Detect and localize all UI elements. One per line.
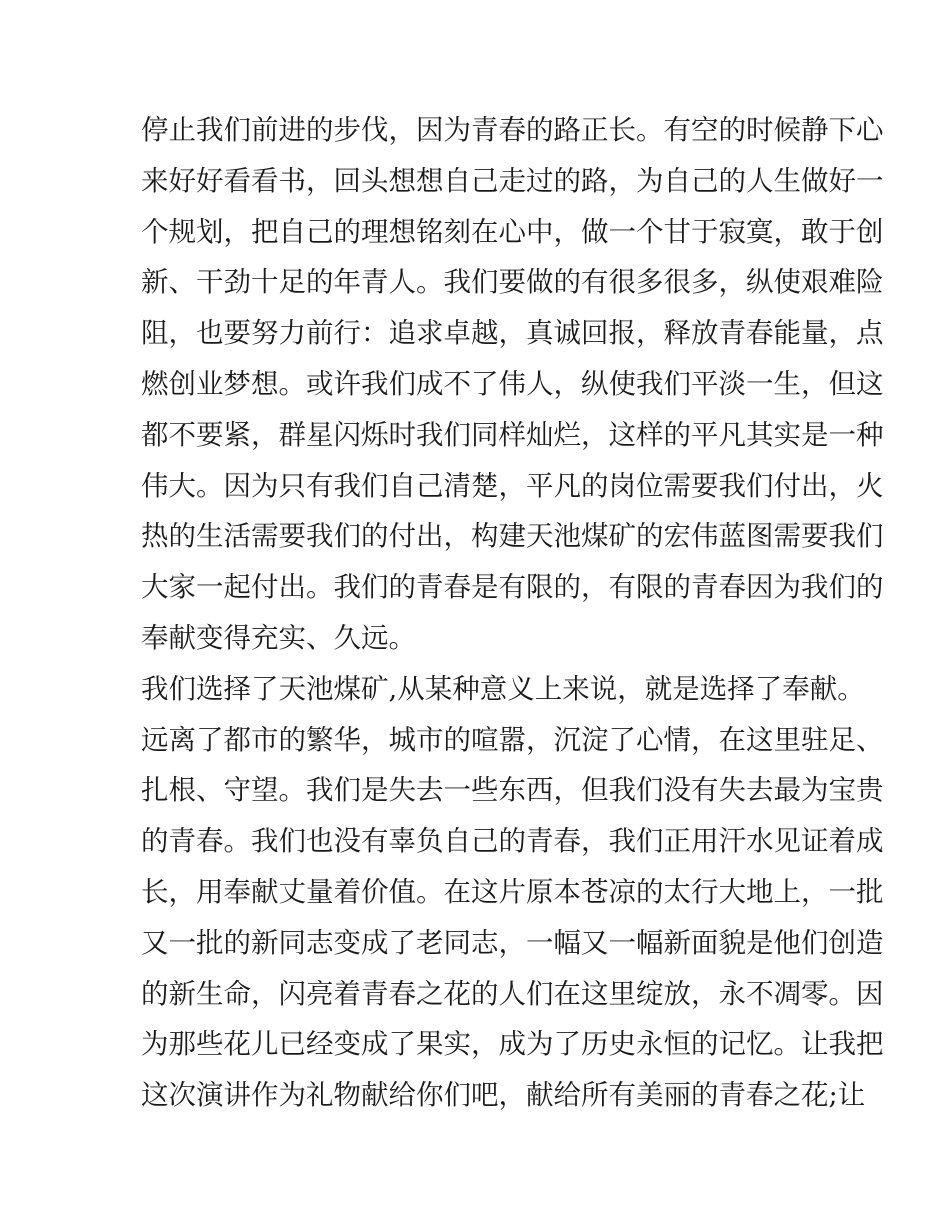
text-line: 来好好看看书，回头想想自己走过的路，为自己的人生做好一 <box>141 164 884 197</box>
text-line: 燃创业梦想。或许我们成不了伟人，纵使我们平淡一生，但这 <box>141 367 884 400</box>
text-line: 我们选择了天池煤矿,从某种意义上来说，就是选择了奉献。 <box>141 672 865 705</box>
text-line: 这次演讲作为礼物献给你们吧，献给所有美丽的青春之花;让 <box>141 1079 866 1112</box>
paragraph-3 <box>141 715 884 1121</box>
text-line: 的青春。我们也没有辜负自己的青春，我们正用汗水见证着成 <box>141 825 884 858</box>
paragraph-2 <box>141 664 865 715</box>
text-line: 又一批的新同志变成了老同志，一幅又一幅新面貌是他们创造 <box>141 926 884 959</box>
text-line: 扎根、守望。我们是失去一些东西，但我们没有失去最为宝贵 <box>141 774 884 807</box>
text-line: 都不要紧，群星闪烁时我们同样灿烂，这样的平凡其实是一种 <box>141 418 884 451</box>
text-line: 伟大。因为只有我们自己清楚，平凡的岗位需要我们付出，火 <box>141 469 884 502</box>
text-line: 的新生命，闪亮着青春之花的人们在这里绽放，永不凋零。因 <box>141 977 884 1010</box>
text-line: 阻，也要努力前行：追求卓越，真诚回报，释放青春能量，点 <box>141 317 884 350</box>
text-line: 奉献变得充实、久远。 <box>141 621 416 654</box>
text-line: 远离了都市的繁华，城市的喧嚣，沉淀了心情，在这里驻足、 <box>141 723 884 756</box>
text-line: 热的生活需要我们的付出，构建天池煤矿的宏伟蓝图需要我们 <box>141 520 884 553</box>
text-line: 停止我们前进的步伐，因为青春的路正长。有空的时候静下心 <box>141 114 884 146</box>
text-line: 长，用奉献丈量着价值。在这片原本苍凉的太行大地上，一批 <box>141 875 884 908</box>
text-line: 个规划，把自己的理想铭刻在心中，做一个甘于寂寞，敢于创 <box>141 215 884 248</box>
document-page <box>141 105 884 1121</box>
text-line: 新、干劲十足的年青人。我们要做的有很多很多，纵使艰难险 <box>141 266 884 299</box>
text-line: 大家一起付出。我们的青春是有限的，有限的青春因为我们的 <box>141 571 884 604</box>
paragraph-1 <box>141 105 884 664</box>
text-line: 为那些花儿已经变成了果实，成为了历史永恒的记忆。让我把 <box>141 1028 884 1061</box>
